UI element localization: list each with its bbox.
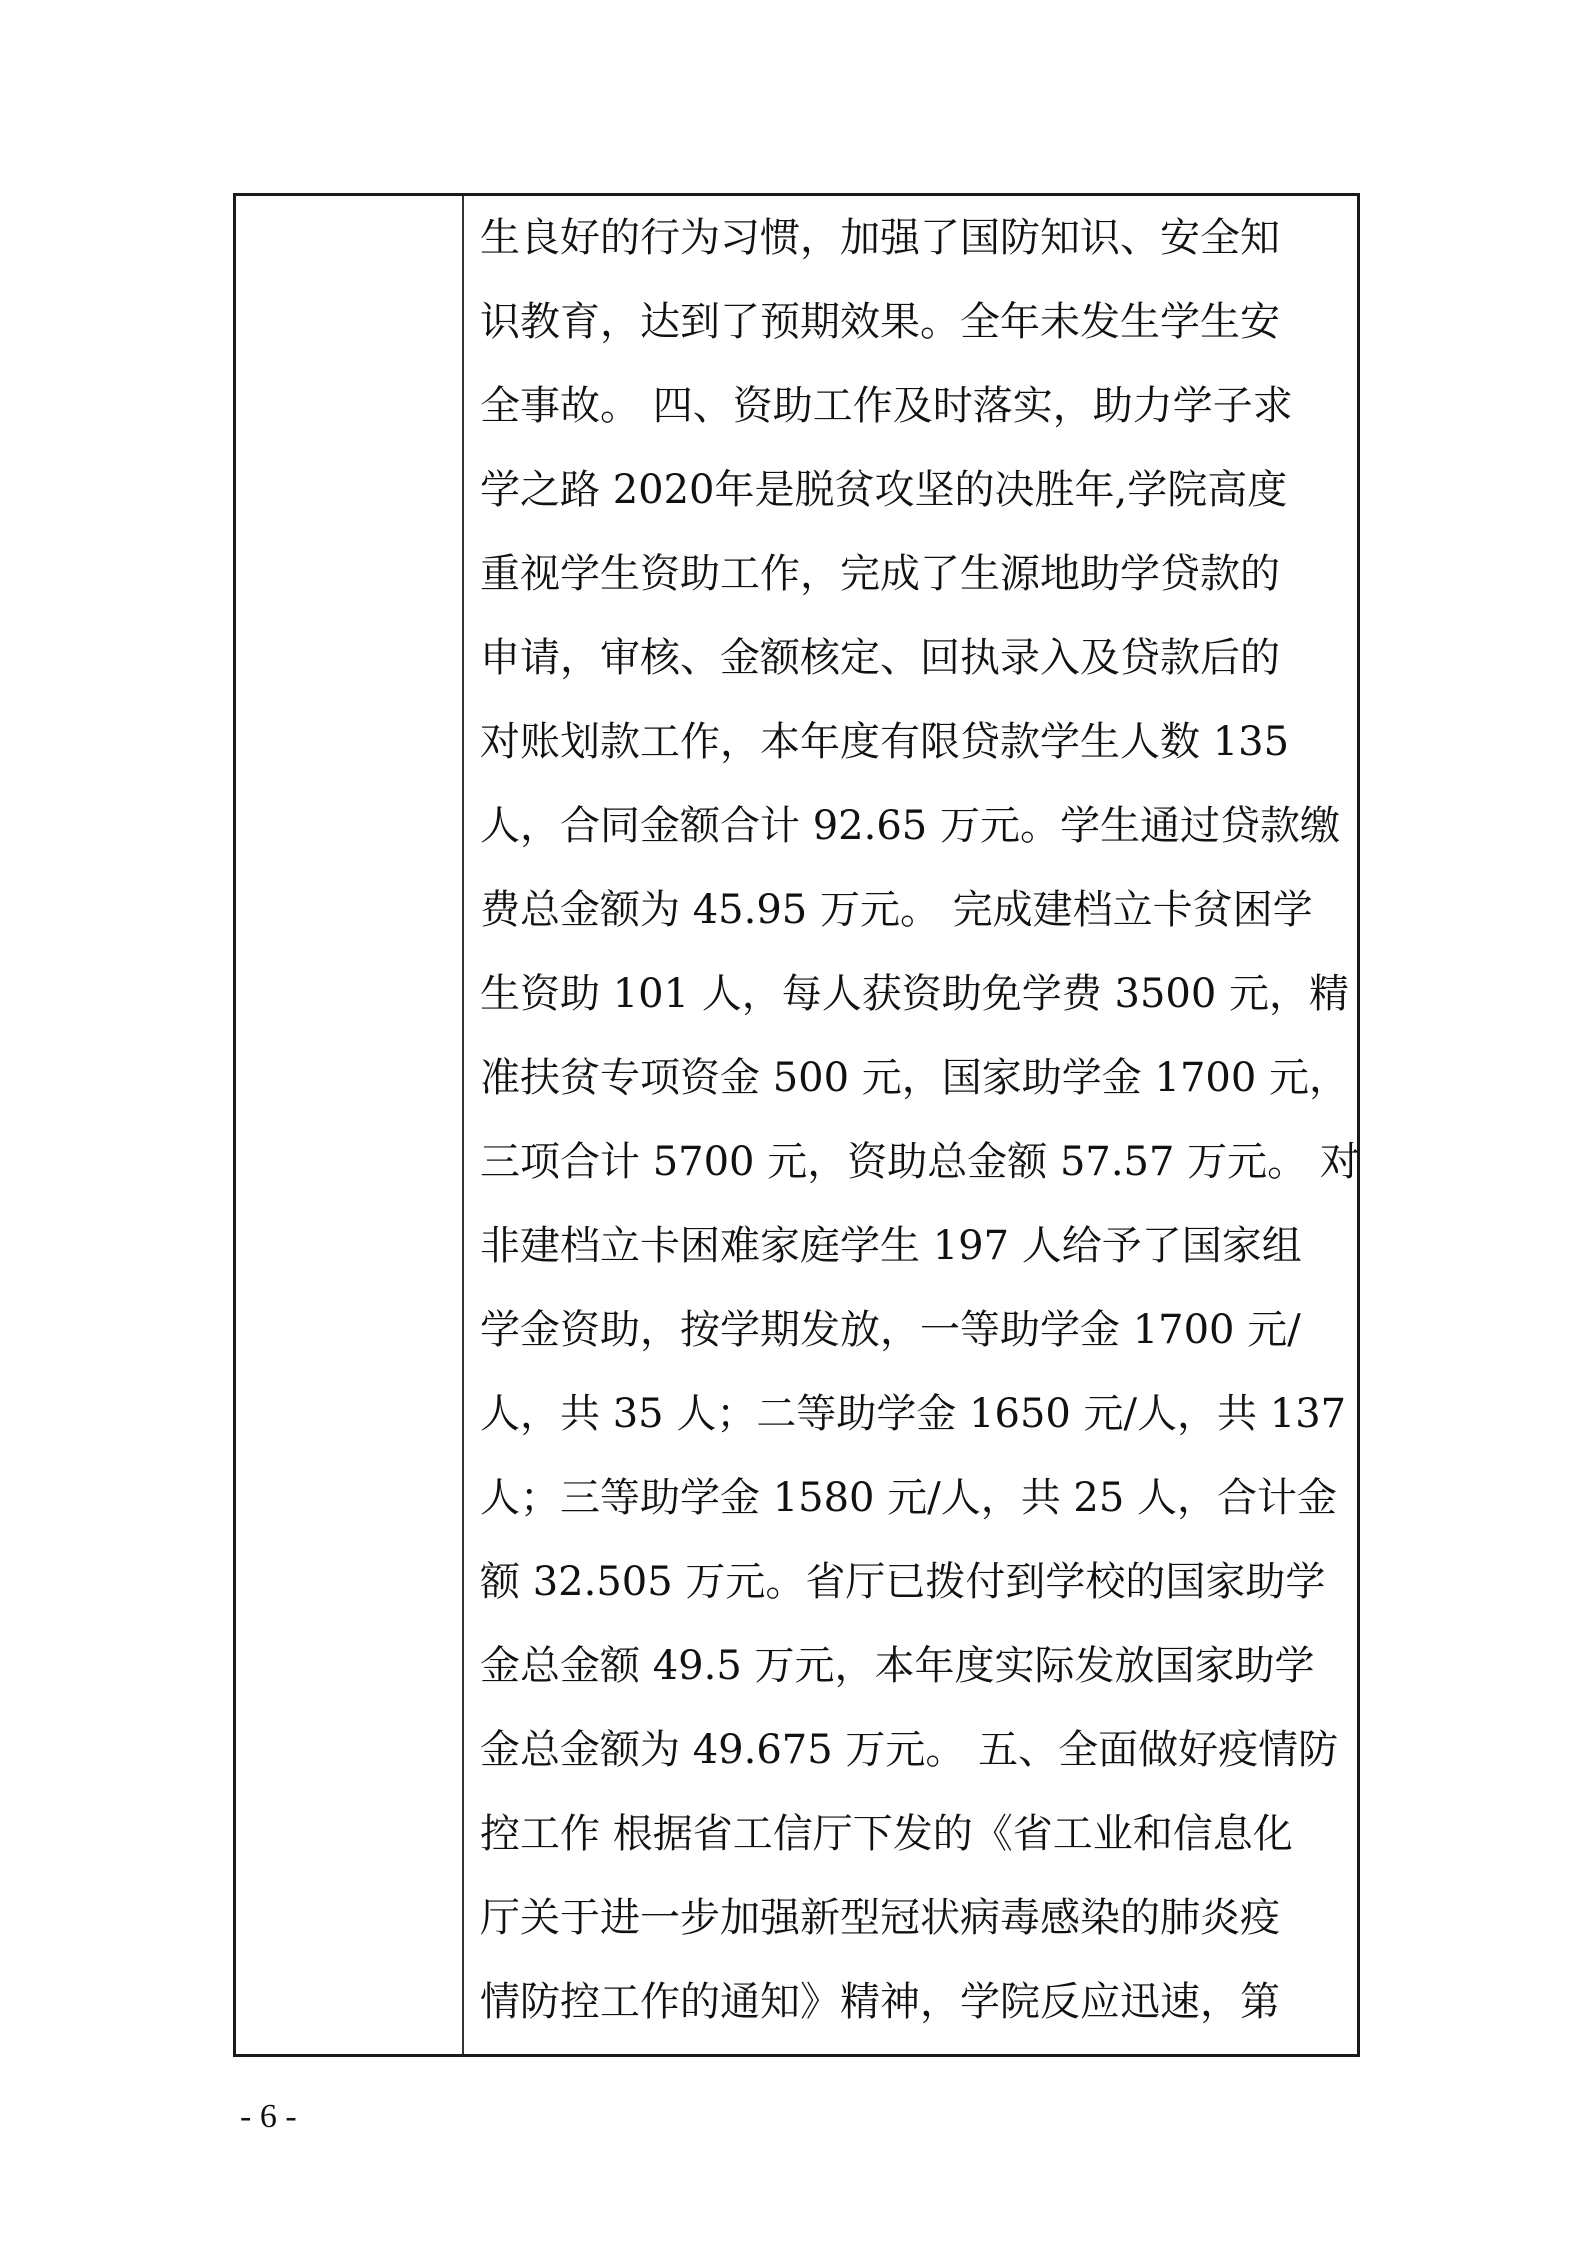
text-line: 额 32.505 万元。省厅已拨付到学校的国家助学	[480, 1559, 1326, 1605]
page-number: - 6 -	[240, 2098, 297, 2135]
label-cell	[236, 196, 462, 2054]
text-line: 识教育，达到了预期效果。全年未发生学生安	[480, 299, 1280, 345]
text-line: 全事故。 四、资助工作及时落实，助力学子求	[480, 383, 1293, 429]
text-line: 控工作 根据省工信厅下发的《省工业和信息化	[480, 1811, 1293, 1857]
column-divider	[462, 196, 464, 2054]
text-line: 人，共 35 人；二等助学金 1650 元/人，共 137	[480, 1391, 1347, 1437]
text-line: 生资助 101 人，每人获资助免学费 3500 元，精	[480, 971, 1350, 1017]
text-line: 人；三等助学金 1580 元/人，共 25 人，合计金	[480, 1475, 1338, 1521]
text-line: 费总金额为 45.95 万元。 完成建档立卡贫困学	[480, 887, 1313, 933]
content-cell	[480, 208, 1360, 2048]
text-line: 情防控工作的通知》精神，学院反应迅速，第	[480, 1979, 1280, 2025]
text-line: 金总金额为 49.675 万元。 五、全面做好疫情防	[480, 1727, 1339, 1773]
text-line: 生良好的行为习惯，加强了国防知识、安全知	[480, 215, 1280, 261]
text-line: 厅关于进一步加强新型冠状病毒感染的肺炎疫	[480, 1895, 1280, 1941]
text-line: 学金资助，按学期发放，一等助学金 1700 元/	[480, 1307, 1301, 1353]
text-line: 人，合同金额合计 92.65 万元。学生通过贷款缴	[480, 803, 1340, 849]
text-line: 对账划款工作，本年度有限贷款学生人数 135	[480, 719, 1290, 765]
text-line: 重视学生资助工作，完成了生源地助学贷款的	[480, 551, 1280, 597]
text-line: 准扶贫专项资金 500 元，国家助学金 1700 元，	[480, 1055, 1350, 1101]
text-line: 非建档立卡困难家庭学生 197 人给予了国家组	[480, 1223, 1302, 1269]
text-line: 三项合计 5700 元，资助总金额 57.57 万元。 对	[480, 1139, 1360, 1185]
text-line: 学之路 2020年是脱贫攻坚的决胜年,学院高度	[480, 467, 1288, 513]
content-table	[233, 193, 1360, 2057]
text-line: 金总金额 49.5 万元，本年度实际发放国家助学	[480, 1643, 1315, 1689]
text-line: 申请，审核、金额核定、回执录入及贷款后的	[480, 635, 1280, 681]
